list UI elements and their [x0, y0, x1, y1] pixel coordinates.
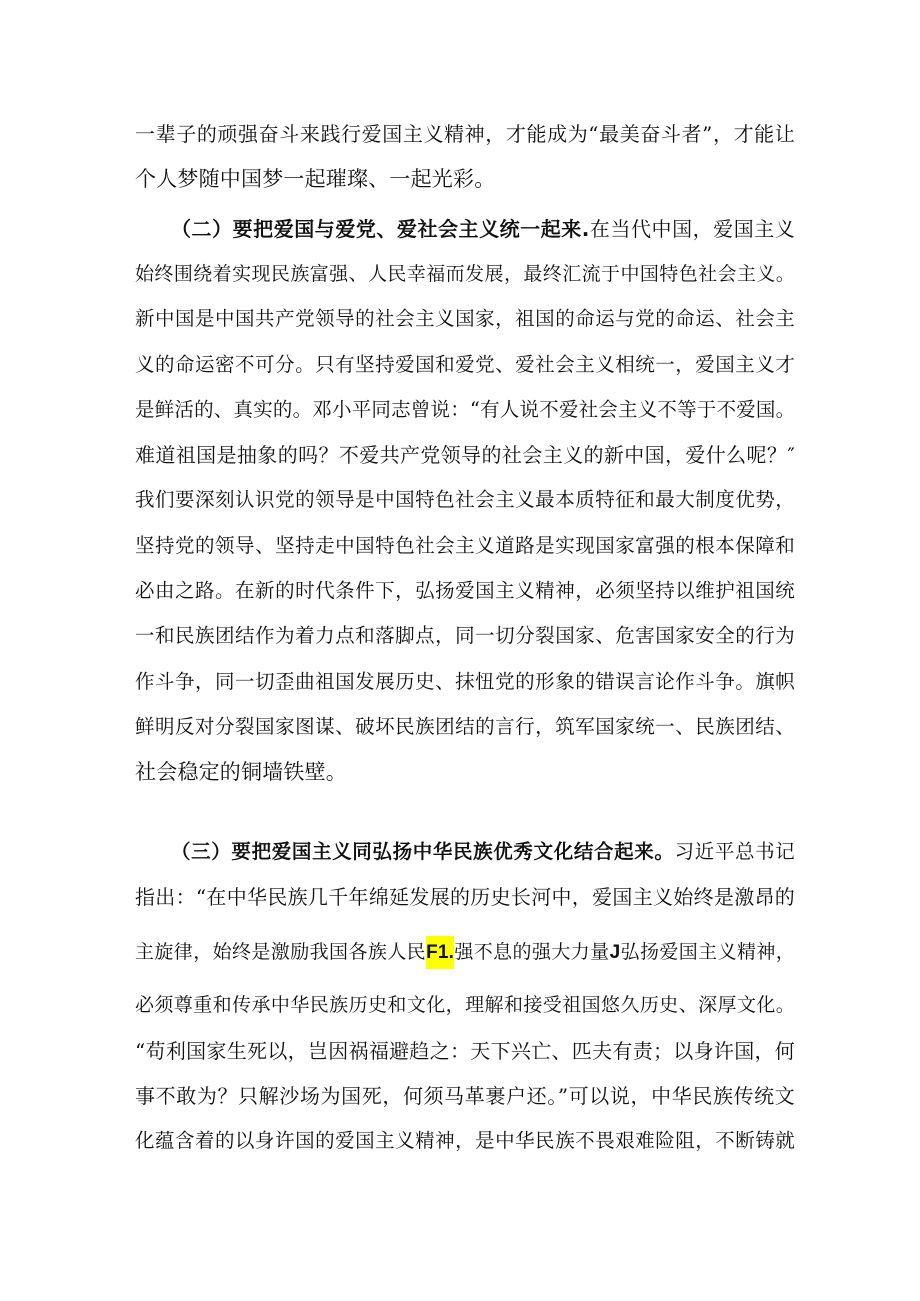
- text-line-10: 坚持党的领导、坚持走中国特色社会主义道路是实现国家富强的根本保障和: [135, 534, 795, 557]
- odd-character: J: [609, 942, 621, 963]
- highlighted-line-middle: 强不息的强大力量: [454, 941, 610, 963]
- text-line-22: 化蕴含着的以身许国的爱国主义精神，是中华民族不畏艰难险阻，不断铸就: [135, 1129, 795, 1152]
- text-line-9: 我们要深刻认识党的领导是中国特色社会主义最本质特征和最大制度优势，: [135, 488, 795, 511]
- text-line-8: 难道祖国是抽象的吗？不爱共产党领导的社会主义的新中国，爱什么呢？″: [135, 443, 795, 467]
- paragraph-2-lead: 在当代中国，爱国主义: [589, 217, 795, 241]
- highlight-mark: F1.: [426, 936, 454, 969]
- text-line-5: 新中国是中国共产党领导的社会主义国家，祖国的命运与党的命运、社会主: [135, 307, 795, 330]
- highlighted-line-before: 主旋律，始终是激励我国各族人民: [135, 941, 427, 963]
- paragraph-3-lead: 习近平总书记: [674, 840, 795, 863]
- text-line-15: 社会稳定的铜墙铁壁。: [135, 760, 347, 784]
- text-line-6: 义的命运密不可分。只有坚持爱国和爱党、爱社会主义相统一，爱国主义才: [135, 353, 795, 376]
- text-line-14: 鲜明反对分裂国家图谋、破坏民族团结的言行，筑军国家统一、民族团结、: [135, 715, 795, 738]
- highlighted-line-after: 弘扬爱国主义精神，: [620, 941, 795, 963]
- text-line-11: 必由之路。在新的时代条件下，弘扬爱国主义精神，必须坚持以维护祖国统: [135, 579, 795, 602]
- text-line-21: 事不敢为？只解沙场为国死，何须马革裹户还。”可以说，中华民族传统文: [135, 1084, 795, 1108]
- text-line-2: 个人梦随中国梦一起璀璨、一起光彩。: [135, 167, 496, 191]
- text-line-13: 作斗争，同一切歪曲祖国发展历史、抹忸党的形象的错误言论作斗争。旗帜: [135, 670, 795, 693]
- text-line-4: 始终围绕着实现民族富强、人民幸福而发展，最终汇流于中国特色社会主义。: [135, 263, 795, 285]
- text-line-12: 一和民族团结作为着力点和落脚点，同一切分裂国家、危害国家安全的行为: [135, 624, 795, 647]
- paragraph-3-first-line: [171, 832, 795, 872]
- text-line-17: 指出：“在中华民族几千年绵延发展的历史长河中，爱国主义始终是激昂的: [135, 885, 795, 909]
- text-line-7: 是鲜活的、真实的。邓小平同志曾说：“有人说不爱社会主义不等于不爱国。: [135, 398, 796, 421]
- text-line-19: 必须尊重和传承中华民族历史和文化，理解和接受祖国悠久历史、深厚文化。: [135, 994, 795, 1016]
- paragraph-2-heading: （二）要把爱国与爱党、爱社会主义统一起来.: [171, 217, 590, 241]
- paragraph-2-first-line: [171, 209, 795, 249]
- highlighted-line: [135, 932, 795, 972]
- text-line-20: “苟利国家生死以，岂因祸福避趋之：天下兴亡、匹夫有责；以身许国，何: [135, 1039, 795, 1063]
- paragraph-3-heading: （三）要把爱国主义同弘扬中华民族优秀文化结合起来。: [171, 840, 675, 863]
- text-line-1: 一辈子的顽强奋斗来践行爱国主义精神，才能成为“最美奋斗者”，才能让: [135, 122, 795, 146]
